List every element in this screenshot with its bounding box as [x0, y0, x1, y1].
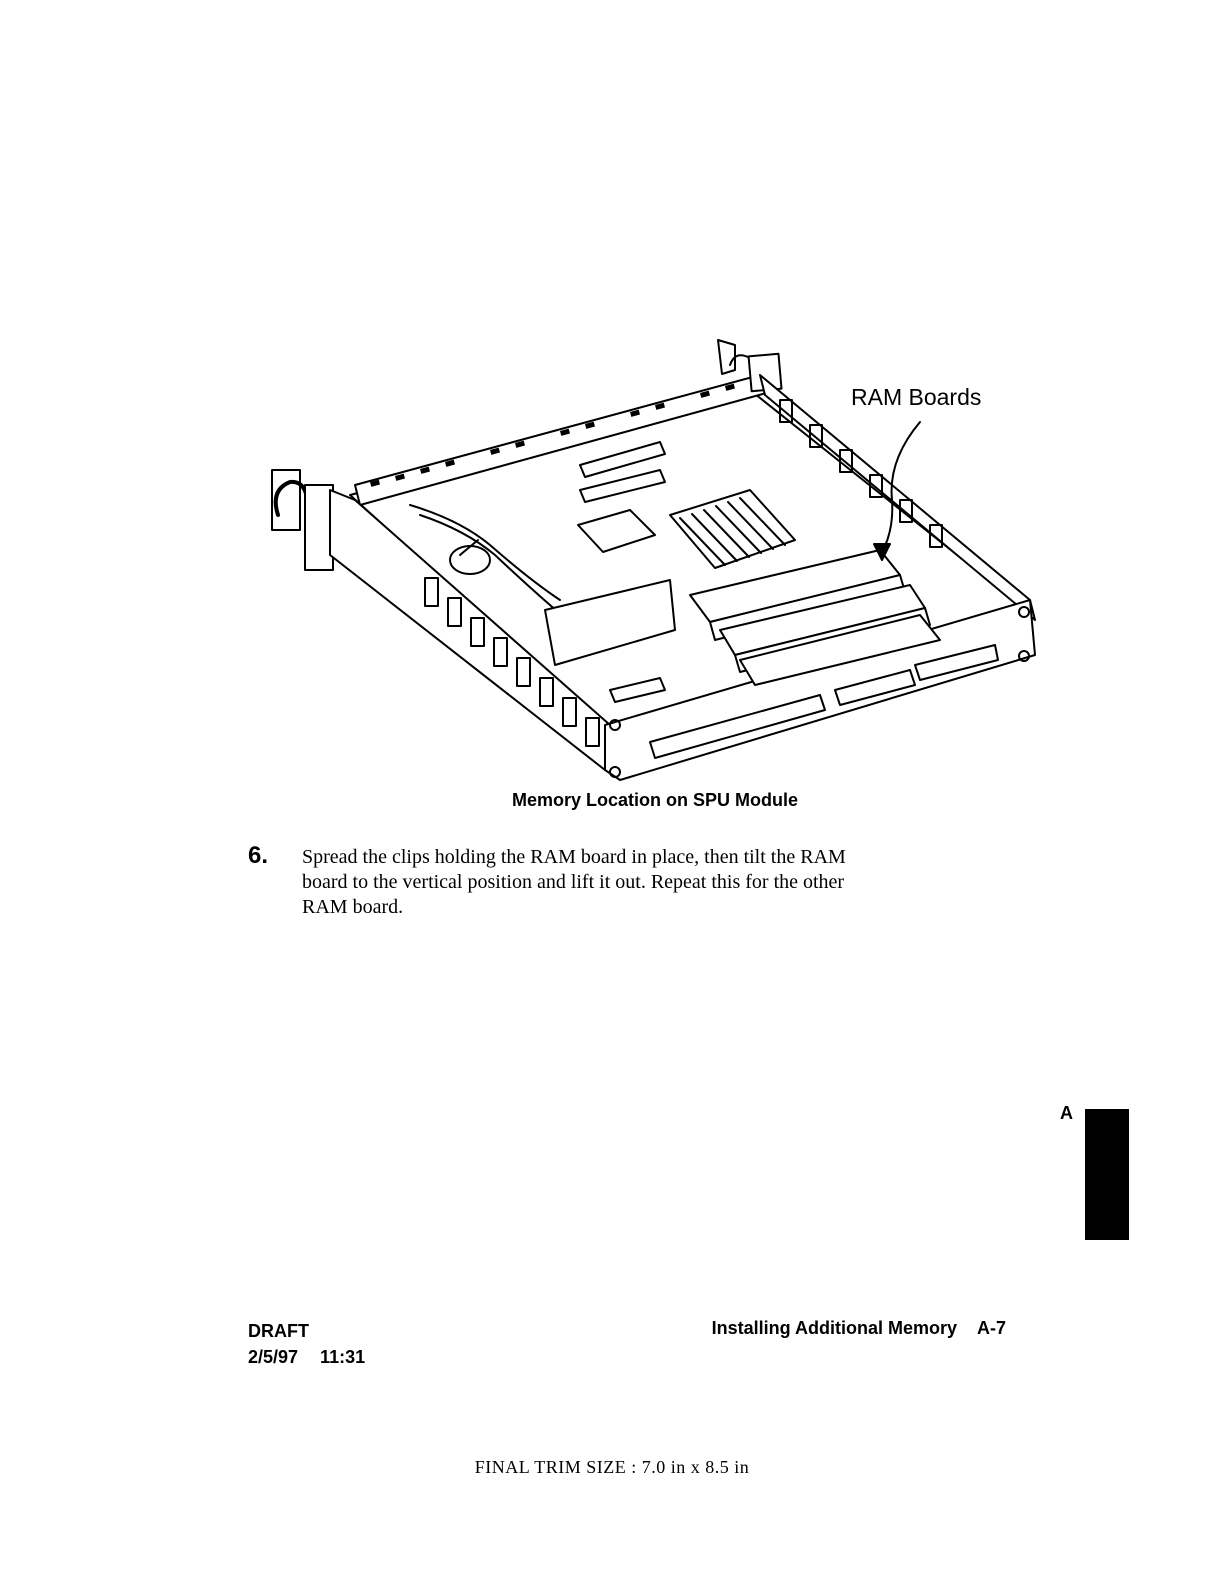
footer-draft-info [248, 1318, 387, 1370]
step-line: board to the vertical position and lift it out. Repeat this for the other [302, 871, 845, 893]
step-line: RAM board. [302, 896, 404, 918]
draft-label: DRAFT [248, 1321, 309, 1341]
section-title: Installing Additional Memory [711, 1318, 957, 1338]
section-tab-marker [1085, 1109, 1129, 1240]
section-tab-letter: A [1060, 1103, 1073, 1123]
draft-time: 11:31 [320, 1347, 366, 1367]
page-number: A-7 [976, 1318, 1006, 1338]
footer-running-head [712, 1318, 1006, 1339]
step-line: Spread the clips holding the RAM board in place, then tilt the RAM [302, 846, 846, 868]
figure-caption: Memory Location on SPU Module [511, 790, 798, 810]
trim-size-note: FINAL TRIM SIZE : 7.0 in x 8.5 in [474, 1457, 750, 1477]
ram-boards-callout: RAM Boards [851, 384, 982, 410]
step-instruction [302, 845, 992, 920]
draft-date: 2/5/97 [248, 1347, 299, 1367]
step-number: 6. [248, 842, 269, 869]
draft-timestamp [248, 1344, 387, 1370]
